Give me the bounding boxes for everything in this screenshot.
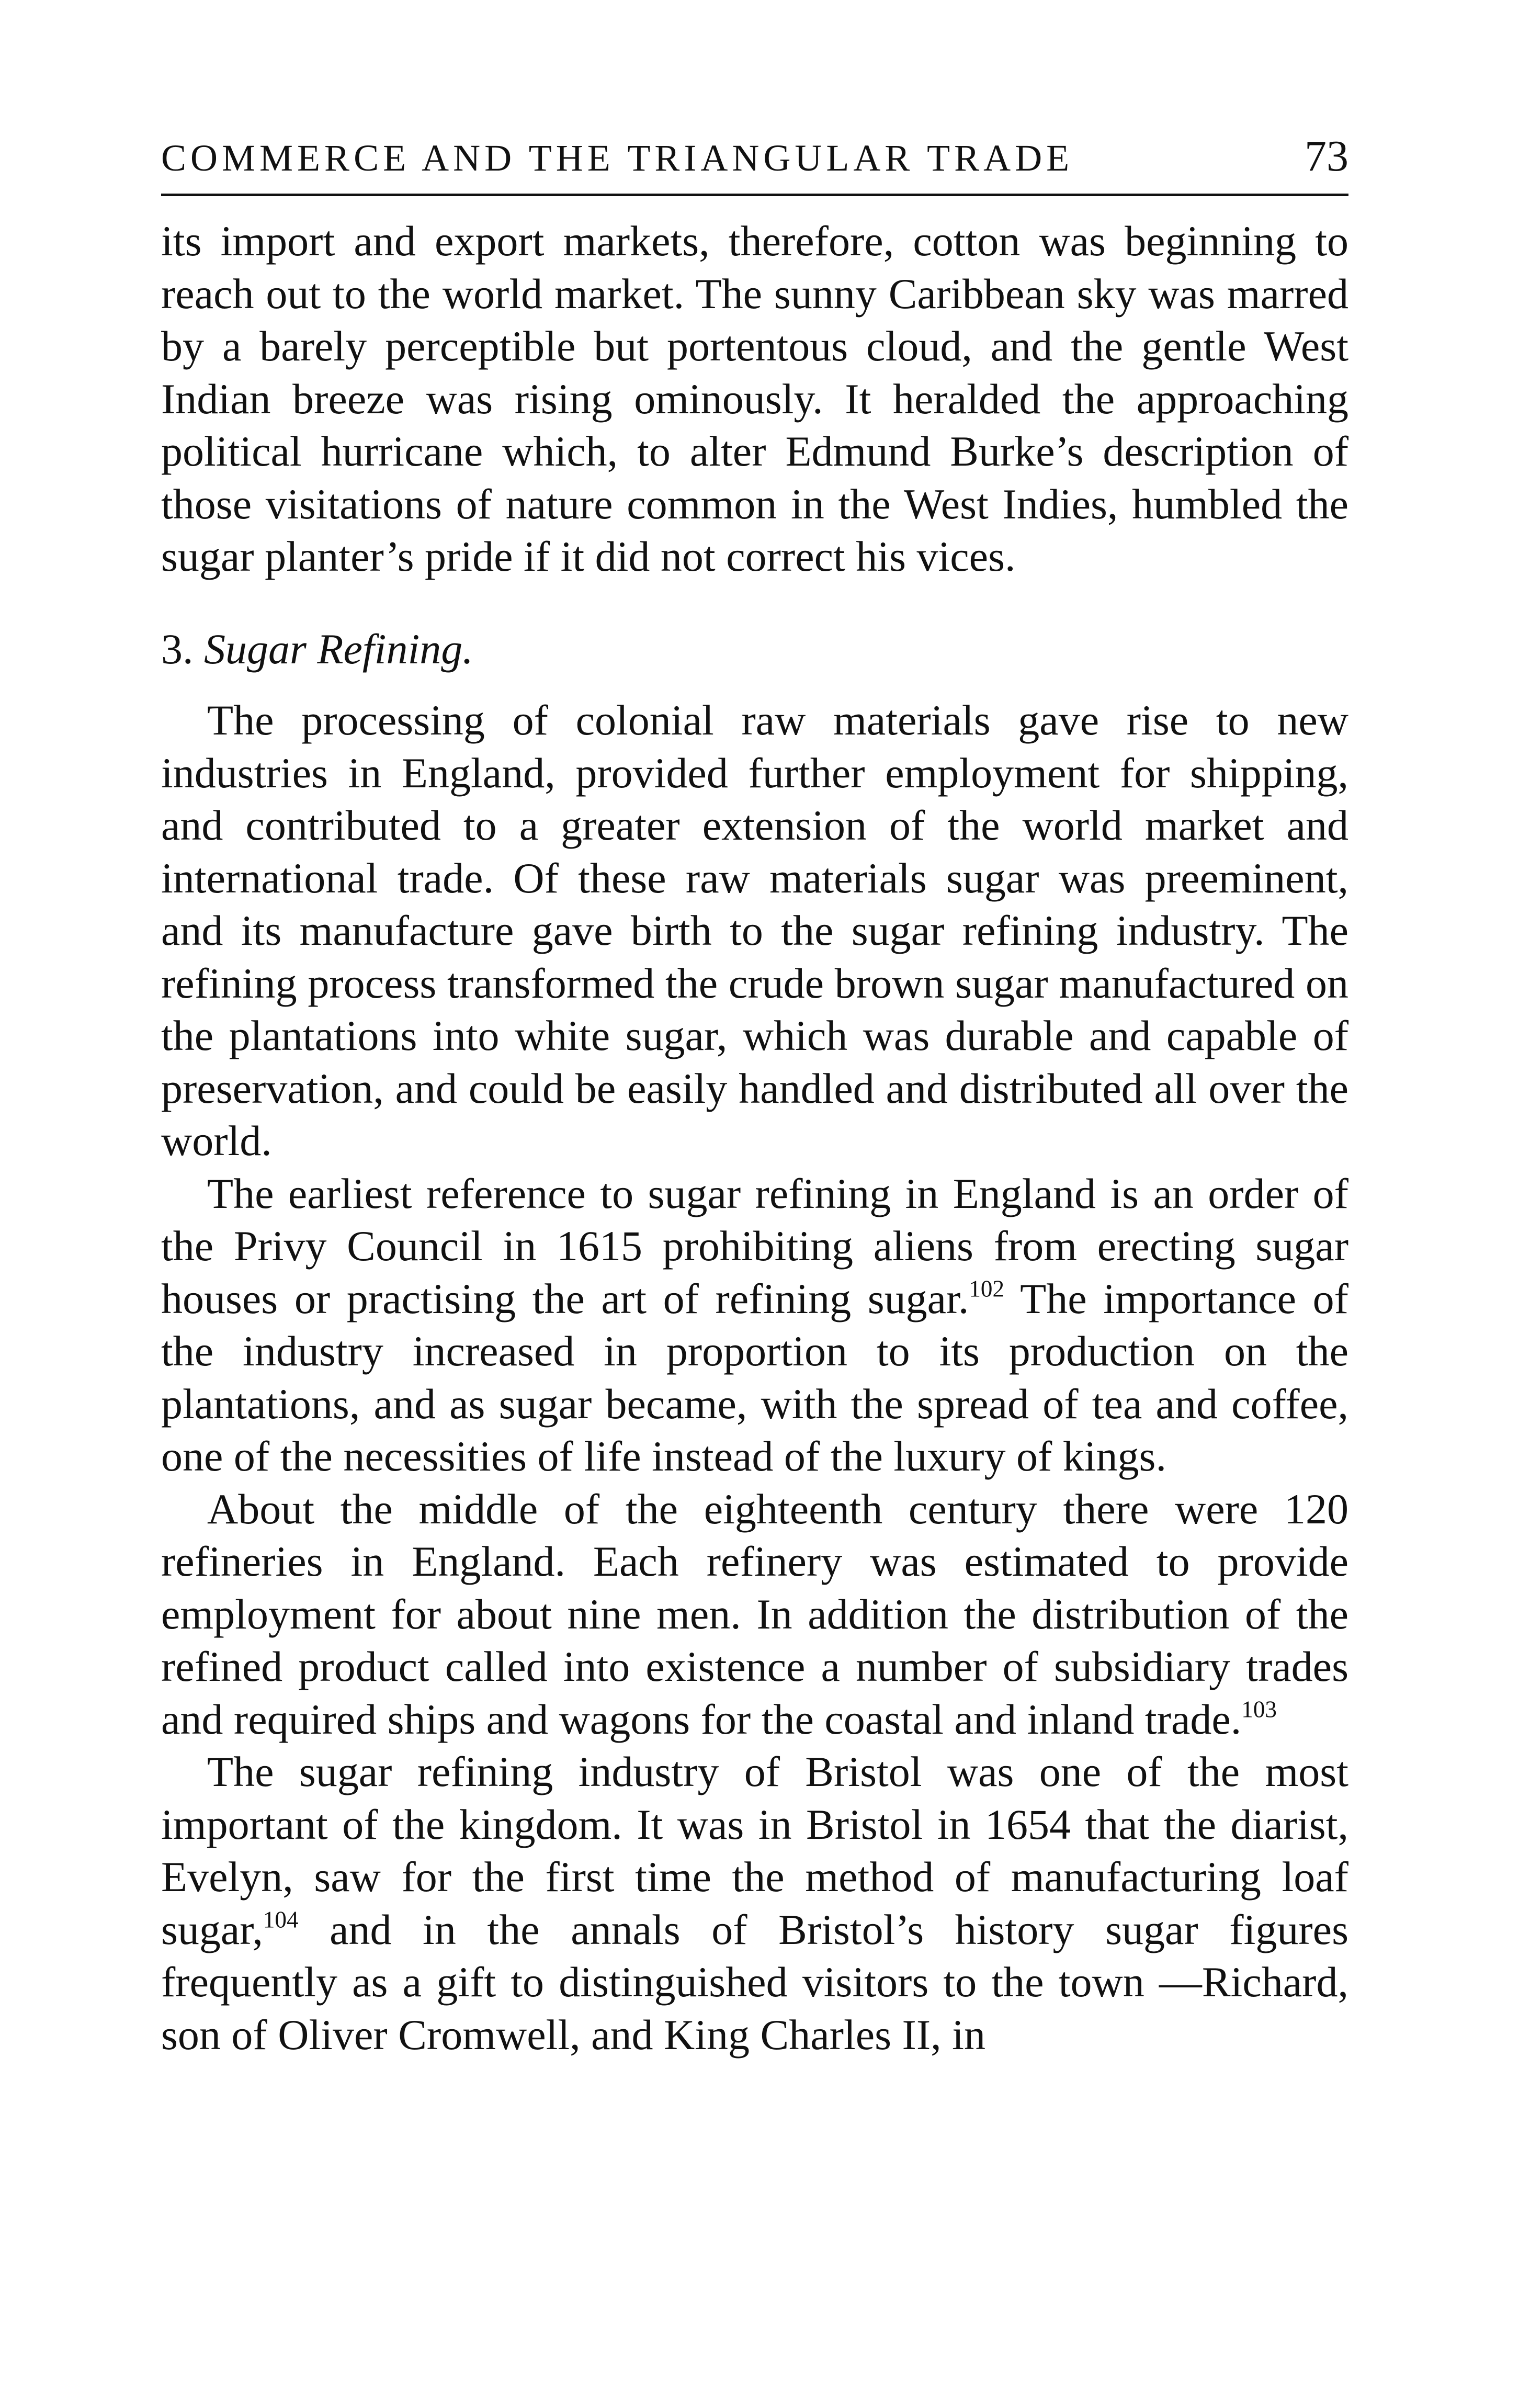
running-head (161, 131, 1348, 196)
footnote-ref-102[interactable]: 102 (969, 1275, 1004, 1302)
section-title: Sugar Refining. (204, 625, 473, 673)
paragraph-text: The earliest reference to sugar refining in England is an order of the Privy Council in 1615 prohibiting aliens from erecting sugar houses or practising the art of refining sugar. (161, 1169, 1348, 1322)
paragraph (161, 1483, 1348, 1746)
book-page (161, 131, 1348, 2061)
continued-paragraph: its import and export markets, therefore, cotton was beginning to reach out to the world market. The sunny Caribbean sky was marred by a barely perceptible but portentous cloud, and the gentle West Indian breeze was rising ominously. It heralded the approaching political hurricane which, to alter Edmund Burke’s description of those visitations of nature common in the West Indies, humbled the sugar planter’s pride if it did not correct his vices. (161, 217, 1348, 580)
section-number: 3. (161, 625, 194, 673)
running-title: COMMERCE AND THE TRIANGULAR TRADE (161, 137, 1074, 179)
section-heading (161, 623, 1348, 676)
paragraph-text: About the middle of the eighteenth century there were 120 refineries in England. Each refinery was estimated to provide employment for about nine men. In addition the distribution of the refined product called into existence a number of subsidiary trades and required ships and wagons for the coastal and inland trade. (161, 1485, 1348, 1743)
paragraph-text: The processing of colonial raw materials gave rise to new industries in England, provided further employment for shipping, and contributed to a greater extension of the world market and international trade. Of these raw materials sugar was preeminent, and its manufacture gave birth to the sugar refining industry. The refining process transformed the crude brown sugar manufactured on the plantations into white sugar, which was durable and capable of preservation, and could be easily handled and distributed all over the world. (161, 696, 1348, 1165)
page-number: 73 (1305, 132, 1348, 180)
paragraph (161, 1168, 1348, 1483)
footnote-ref-104[interactable]: 104 (263, 1906, 299, 1932)
paragraph-text: and in the annals of Bristol’s history sugar figures frequently as a gift to distinguished visitors to the town —Richard, son of Oliver Cromwell, and King Charles II, in (161, 1905, 1348, 2059)
body-text (161, 215, 1348, 2061)
paragraph (161, 1746, 1348, 2061)
paragraph-text: The sugar refining industry of Bristol was one of the most important of the kingdom. It was in Bristol in 1654 that the diarist, Evelyn, saw for the first time the method of manufacturing loaf sugar, (161, 1748, 1348, 1953)
paragraph-text: The importance of the industry increased in proportion to its production on the plantations, and as sugar became, with the spread of tea and coffee, one of the necessities of life instead of the luxury of kings. (161, 1274, 1348, 1480)
footnote-ref-103[interactable]: 103 (1241, 1695, 1277, 1722)
paragraph (161, 694, 1348, 1168)
